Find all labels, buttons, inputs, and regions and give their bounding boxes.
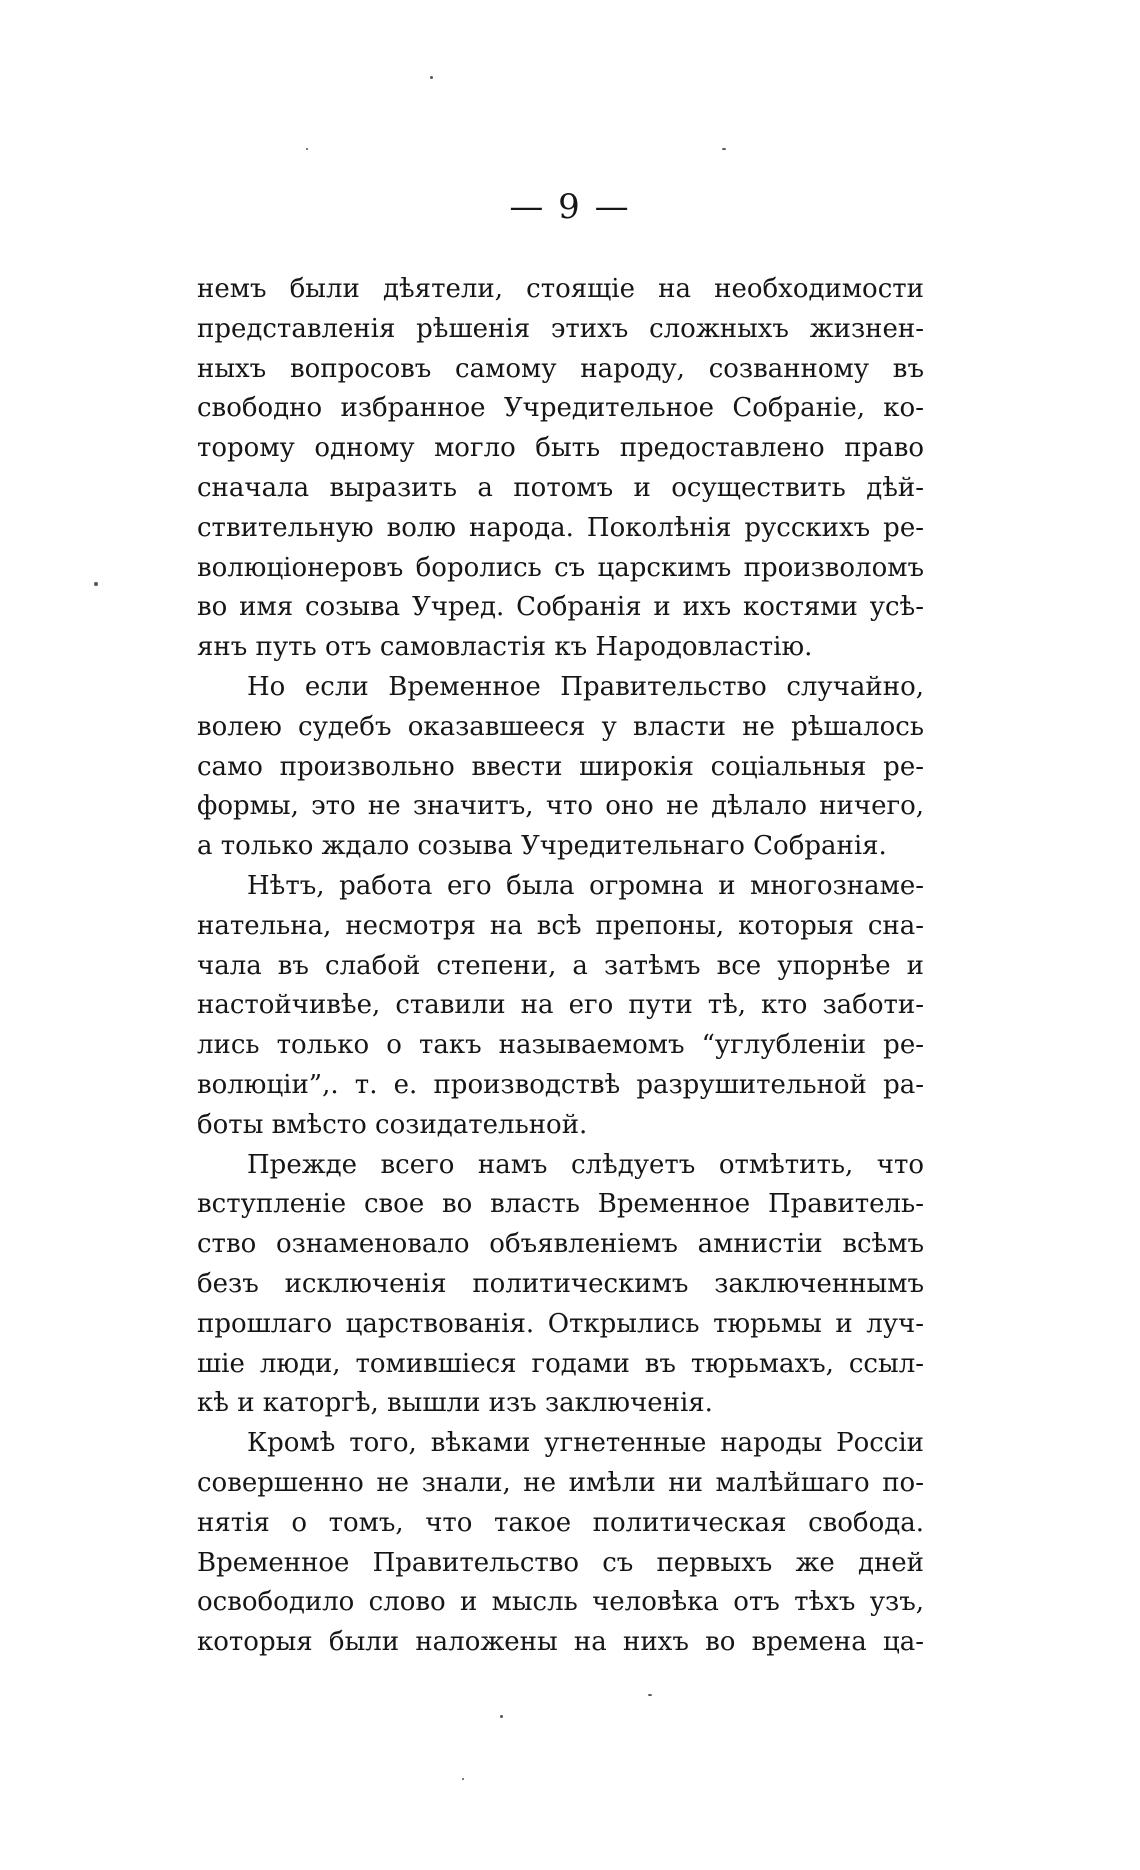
text-line: Но если Временное Правительство случайно, [247, 671, 924, 702]
page-number: — 9 — [509, 187, 631, 227]
scan-speck [430, 76, 433, 79]
text-line: Нѣтъ, работа его была огромна и многознаме- [247, 870, 924, 901]
text-line: лись только о такъ называемомъ “углубленіи ре- [197, 1030, 924, 1061]
paragraph-2 [197, 668, 924, 867]
text-line: совершенно не знали, не имѣли ни малѣйшаго по- [197, 1467, 924, 1498]
scan-speck [462, 1778, 464, 1780]
text-line: ныхъ вопросовъ самому народу, созванному въ [197, 353, 924, 384]
text-line: которыя были наложены на нихъ во времена ца- [197, 1627, 924, 1658]
text-line: свободно избранное Учредительное Собраніе, ко- [197, 393, 924, 424]
text-line: прошлаго царствованія. Открылись тюрьмы и луч- [197, 1308, 924, 1339]
text-line: вступленіе свое во власть Временное Правитель- [197, 1189, 924, 1220]
scan-speck [500, 1715, 503, 1718]
text-line: нятія о томъ, что такое политическая свобода. [197, 1507, 924, 1538]
text-line: волюціонеровъ боролись съ царскимъ произволомъ [197, 552, 924, 583]
text-line: формы, это не значитъ, что оно не дѣлало ничего, [197, 791, 924, 822]
paragraph-3 [197, 867, 924, 1146]
text-line: янъ путь отъ самовластія къ Народовластію. [197, 632, 813, 663]
text-line: освободило слово и мысль человѣка отъ тѣхъ узъ, [197, 1587, 924, 1618]
scan-speck [306, 148, 308, 150]
text-line: кѣ и каторгѣ, вышли изъ заключенія. [197, 1388, 713, 1419]
text-line: шіе люди, томившіеся годами въ тюрьмахъ, ссыл- [197, 1348, 924, 1379]
text-line: немъ были дѣятели, стоящіе на необходимости [197, 274, 924, 304]
text-line: представленія рѣшенія этихъ сложныхъ жизнен- [197, 313, 924, 344]
body-text [197, 270, 924, 1663]
text-line: во имя созыва Учред. Собранія и ихъ костями усѣ- [197, 592, 924, 623]
scan-speck [94, 582, 98, 586]
text-line: Кромѣ того, вѣками угнетенные народы Россіи [247, 1428, 924, 1459]
text-line: сначала выразить а потомъ и осуществить дѣй- [197, 472, 924, 503]
text-line: Временное Правительство съ первыхъ же дней [197, 1547, 924, 1578]
text-line: нательна, несмотря на всѣ препоны, которыя сна- [197, 910, 924, 941]
text-line: а только ждало созыва Учредительнаго Собранія. [197, 831, 887, 862]
scan-speck [722, 148, 726, 150]
text-line: чала въ слабой степени, а затѣмъ все упорнѣе и [197, 950, 924, 981]
text-line: Прежде всего намъ слѣдуетъ отмѣтить, что [247, 1149, 924, 1180]
text-line: волею судебъ оказавшееся у власти не рѣшалось [197, 711, 924, 742]
paragraph-4 [197, 1146, 924, 1425]
text-line: само произвольно ввести широкія соціальныя ре- [197, 751, 924, 782]
text-line: торому одному могло быть предоставлено право [197, 433, 924, 464]
paragraph-1 [197, 270, 924, 668]
text-line: волюціи”,. т. е. производствѣ разрушительной ра- [197, 1069, 924, 1100]
scan-speck [648, 1694, 652, 1696]
text-line: безъ исключенія политическимъ заключеннымъ [197, 1268, 924, 1299]
paragraph-5 [197, 1424, 924, 1663]
text-line: боты вмѣсто созидательной. [197, 1109, 588, 1140]
text-line: ство ознаменовало объявленіемъ амнистіи всѣмъ [197, 1229, 924, 1260]
text-line: настойчивѣе, ставили на его пути тѣ, кто заботи- [197, 990, 924, 1021]
text-line: ствительную волю народа. Поколѣнія русскихъ ре- [197, 512, 924, 543]
